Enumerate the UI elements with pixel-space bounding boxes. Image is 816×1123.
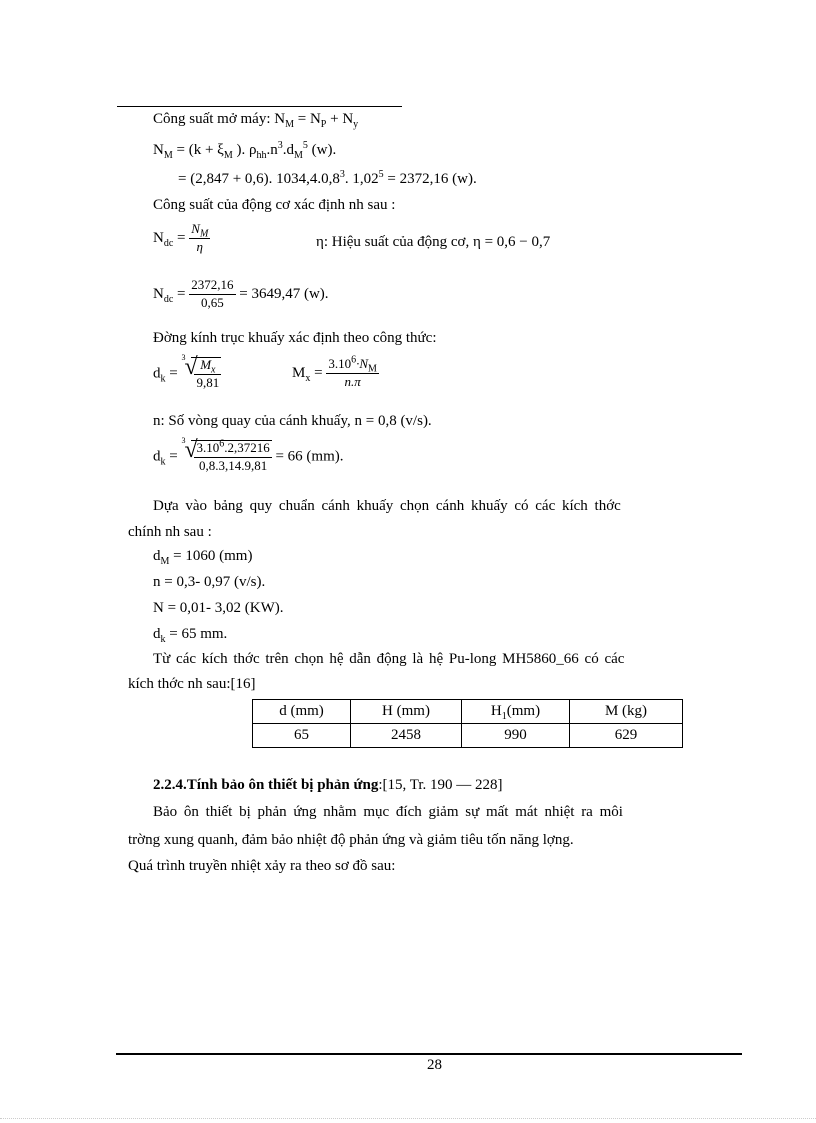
- section-heading: 2.2.4.Tính bảo ôn thiết bị phản ứng:[15, Tr. 190 — 228]: [153, 777, 503, 793]
- startup-power-line: Công suất mở máy: $N_M = N_P + N_y$: [153, 111, 359, 130]
- table-header-cell: d (mm): [253, 700, 351, 724]
- power-calculation: = (2,847 + 0,6). 1034,4.0,8$^3$. $1,02^5 = 2372,16$ (w).: [178, 169, 477, 187]
- rotation-speed-line: n: Số vòng quay của cánh khuấy, n = 0,8 (v/s).: [153, 413, 432, 429]
- value-dk: $d_k = 65$ mm.: [153, 626, 228, 645]
- efficiency-note: η: Hiệu suất của động cơ, η = 0,6 − 0,7: [316, 234, 551, 250]
- value-dm: $d_M = 1060$ (mm): [153, 548, 253, 567]
- paragraph-2-line-1: Từ các kích thớc trên chọn hệ dẫn động là hệ Pu-long MH5860_66 có các: [153, 651, 625, 667]
- shaft-diameter-result: $d_k$ = 3 √ $\frac{3.10^6.2,37216}{0,8.3,14.9,81}$ = 66 (mm).: [153, 436, 344, 473]
- cube-root: 3 √ $\frac{M_x}{9,81}$: [181, 353, 220, 390]
- paragraph-1-line-1: Dựa vào bảng quy chuẩn cánh khuấy chọn cánh khuấy có các kích thớc: [153, 498, 621, 514]
- value-n: n = 0,3- 0,97 (v/s).: [153, 574, 266, 590]
- page-number: 28: [427, 1057, 442, 1073]
- table-header-cell: M (kg): [570, 700, 683, 724]
- table-header-row: [253, 700, 683, 724]
- drive-spec-table: [252, 699, 683, 748]
- value-power: N = 0,01- 3,02 (KW).: [153, 600, 284, 616]
- motor-power-formula: $N_{dc}$ = $\frac{N_M}{\eta}$: [153, 221, 209, 254]
- torque-formula: $M_x$ = $\frac{3.10^6\cdot N_M}{n.\pi}$: [292, 354, 377, 389]
- fraction-torque: $\frac{3.10^6\cdot N_M}{n.\pi}$: [328, 354, 377, 389]
- shaft-diameter-formula: $d_k$ = 3 √ $\frac{M_x}{9,81}$: [153, 353, 220, 390]
- table-cell: 65: [253, 724, 351, 748]
- motor-power-intro: Công suất của động cơ xác định nh sau :: [153, 197, 396, 213]
- fraction-nm-eta: $\frac{N_M}{\eta}$: [191, 221, 209, 254]
- table-cell: 990: [462, 724, 570, 748]
- table-row: [253, 724, 683, 748]
- paragraph-3-line-1: Bảo ôn thiết bị phản ứng nhằm mục đích giảm sự mất mát nhiệt ra môi: [153, 804, 623, 820]
- table-header-cell: H (mm): [351, 700, 462, 724]
- page-edge: [0, 1118, 816, 1120]
- paragraph-3-line-3: Quá trình truyền nhiệt xảy ra theo sơ đồ sau:: [128, 858, 396, 874]
- fraction-power: $\frac{2372,16}{0,65}$: [191, 277, 234, 310]
- motor-power-result: $N_{dc}$ = $\frac{2372,16}{0,65}$ = 3649,47 (w).: [153, 277, 329, 310]
- table-cell: 2458: [351, 724, 462, 748]
- power-formula: $N_M = (k + \xi_M$ ). $\rho_{hh}.n^3.d_M^5$ (w).: [153, 140, 337, 161]
- footer-rule: [116, 1053, 742, 1055]
- table-header-cell: $H_1(mm)$: [462, 700, 570, 724]
- table-cell: 629: [570, 724, 683, 748]
- paragraph-3-line-2: trờng xung quanh, đảm bảo nhiệt độ phản ứng và giảm tiêu tốn năng lợng.: [128, 832, 574, 848]
- paragraph-2-line-2: kích thớc nh sau:[16]: [128, 676, 256, 692]
- shaft-diameter-intro: Đờng kính trục khuấy xác định theo công thức:: [153, 330, 437, 346]
- paragraph-1-line-2: chính nh sau :: [128, 524, 212, 540]
- header-rule: [117, 106, 402, 107]
- cube-root-2: 3 √ $\frac{3.10^6.2,37216}{0,8.3,14.9,81}$: [181, 436, 270, 473]
